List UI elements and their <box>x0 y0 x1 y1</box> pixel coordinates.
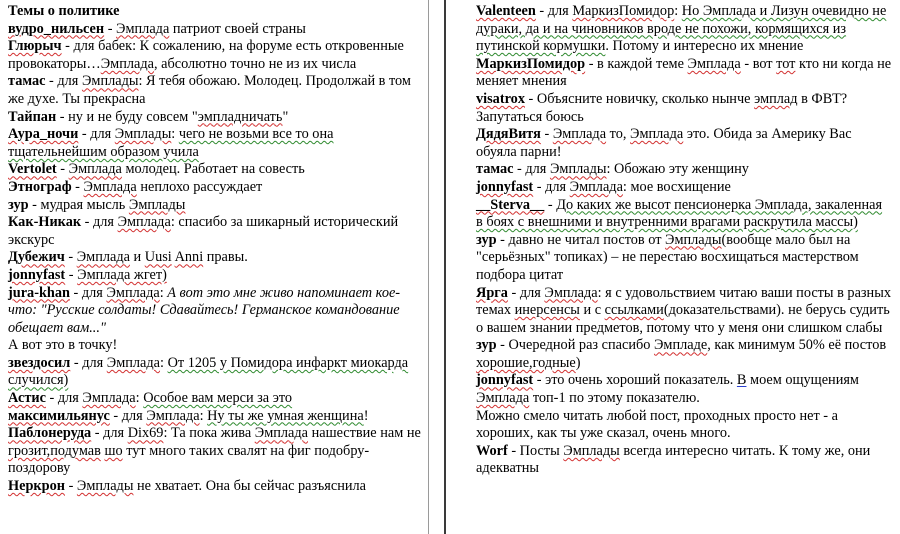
text-fragment: шо <box>104 442 123 459</box>
text-fragment: моем ощущениям <box>746 372 859 389</box>
author-name: Ярга <box>476 284 508 301</box>
text-fragment: правы. <box>203 249 248 266</box>
text-fragment: инерсенсы <box>514 302 580 319</box>
text-fragment: : <box>135 390 144 407</box>
text-fragment: Эмплада <box>569 178 623 195</box>
comment-entry <box>8 337 422 355</box>
text-fragment: Эмплада <box>630 126 684 143</box>
comment-entry <box>8 214 422 249</box>
text-fragment: - вот <box>740 55 777 72</box>
author-name: вудро_нильсен <box>8 20 105 37</box>
comment-entry <box>476 197 892 232</box>
text-fragment: : Та пока жива <box>163 425 255 442</box>
author-name: Worf <box>476 442 508 459</box>
column-divider <box>428 0 446 534</box>
comment-entry <box>476 161 892 179</box>
text-fragment: : <box>674 3 682 19</box>
author-name: __Sterva__ <box>476 196 545 213</box>
author-name: зур <box>476 231 497 248</box>
text-fragment: - для <box>45 73 82 90</box>
text-fragment: : <box>160 354 168 371</box>
author-name: Паблонеруда <box>8 425 92 442</box>
text-fragment: : <box>159 284 168 301</box>
text-fragment: : <box>199 407 208 424</box>
text-fragment: Dix69 <box>127 425 164 442</box>
text-fragment: Эмплада <box>100 55 154 72</box>
text-fragment: , абсолютно точно не из их числа <box>153 55 357 72</box>
text-fragment: - <box>71 178 84 195</box>
text-fragment: - для <box>78 126 115 143</box>
text-fragment: Эмпладе <box>653 337 708 354</box>
author-name: МаркизПомидор <box>476 55 586 72</box>
text-fragment: - для <box>533 178 570 195</box>
text-fragment: Эмплады <box>549 161 607 178</box>
text-fragment: Но Эмплада и Лизун очевидно не дураки, да и на чиновников вроде не похожи, кормящихся из путинской кормушки <box>476 3 887 55</box>
text-fragment: . Потому и интересно их мнение <box>605 38 804 55</box>
text-fragment: тут много таких свалят на фиг подобру-поздорову <box>8 442 370 477</box>
text-fragment: Эмплада <box>687 55 741 72</box>
text-fragment: Эмплада <box>68 161 122 178</box>
author-name: Этнограф <box>8 178 72 195</box>
text-fragment: Эмплада <box>116 20 170 37</box>
text-fragment: нашествие нам не <box>308 425 421 442</box>
text-fragment: Эмплада <box>552 126 607 143</box>
text-fragment: : спасибо за шикарный исторический экскурс <box>8 214 399 248</box>
comment-entry <box>476 179 892 197</box>
text-fragment: Можно смело читать любой пост, проходных просто нет - а хороших, как ты уже сказал, очень много. <box>476 407 838 442</box>
author-name: jonnyfast <box>8 266 66 283</box>
comment-entry <box>8 109 422 127</box>
text-fragment: : Я тебя обожаю. Молодец. Продолжай в том же духе. Ты прекрасна <box>8 73 411 107</box>
comment-entry <box>8 390 422 408</box>
text-fragment: - это очень хороший показатель. <box>533 372 737 389</box>
author-name: jonnyfast <box>476 178 534 195</box>
text-fragment: - Объясните новичку, сколько нынче <box>524 90 755 107</box>
comment-entry <box>8 249 422 267</box>
text-fragment: не хватает. Она бы сейчас разъяснила <box>133 478 367 495</box>
text-fragment: Эмплада <box>83 178 137 195</box>
text-fragment: - Посты <box>507 442 564 459</box>
comment-entry <box>8 408 422 426</box>
text-fragment: Эмплада <box>254 425 308 442</box>
text-fragment: молодец. Работает на совесть <box>121 161 305 178</box>
text-fragment: Ну ты же умная женщина <box>207 407 364 424</box>
text-fragment: ) <box>575 354 581 371</box>
text-fragment: - давно не читал постов от <box>496 231 666 248</box>
text-fragment: - <box>104 20 117 37</box>
author-name: Тайпан <box>8 108 57 125</box>
comment-entry <box>8 478 422 496</box>
text-fragment: Эмплада <box>146 407 200 424</box>
author-name: jura-khan <box>8 284 70 301</box>
text-fragment: МаркизПомидор <box>572 3 675 19</box>
author-name: Аура_ночи <box>8 126 79 143</box>
text-fragment: Эмплады <box>563 442 620 459</box>
text-fragment: - Очередной раз спасибо <box>496 337 654 354</box>
text-fragment: Uusi <box>144 249 172 266</box>
comment-entry <box>8 73 422 108</box>
text-fragment: кто ни когда не меняет мнения <box>476 55 892 90</box>
comment-entry <box>476 56 892 91</box>
text-fragment: - для <box>81 214 118 231</box>
text-fragment: тот <box>776 55 796 72</box>
author-name: ДядяВитя <box>476 126 541 143</box>
text-fragment: хорошие,годные <box>476 354 576 371</box>
text-fragment: В <box>736 372 747 389</box>
text-fragment: - для <box>513 161 550 178</box>
heading-text: Темы о политике <box>8 3 120 19</box>
author-name: зур <box>476 337 497 354</box>
section-heading <box>8 3 422 21</box>
text-fragment: - <box>540 126 553 143</box>
author-name: Неркрон <box>8 478 65 495</box>
text-fragment: Эмплада <box>106 284 160 301</box>
author-name: зур <box>8 196 29 213</box>
author-name: тамас <box>8 73 46 90</box>
text-fragment: Эмплады <box>128 196 186 213</box>
text-fragment: - <box>56 161 69 178</box>
comment-entry <box>8 355 422 390</box>
comment-entry <box>476 3 892 56</box>
comment-entry <box>8 38 422 73</box>
text-fragment: , как минимум 50% её постов <box>707 337 887 354</box>
author-name: Vertolet <box>8 161 57 178</box>
comment-entry <box>8 179 422 197</box>
text-fragment: - для <box>69 284 107 301</box>
text-fragment: Эмплады <box>114 126 172 143</box>
text-fragment: : Обожаю эту женщину <box>606 161 749 178</box>
text-fragment: - <box>544 196 557 213</box>
author-name: максимильянус <box>8 407 110 424</box>
text-fragment: Эмплада <box>544 284 598 301</box>
author-name: Как-Никак <box>8 214 82 231</box>
text-fragment: - для <box>45 390 83 407</box>
author-name: jonnyfast <box>476 372 534 389</box>
text-fragment: " <box>282 108 289 125</box>
text-fragment: Эмплады <box>76 478 134 495</box>
text-fragment: (вообще мало был на "серьёзных" топиках) – не перестаю восхищаться мастерством подбора цитат <box>476 231 859 283</box>
text-fragment: и с <box>579 302 605 319</box>
text-fragment: - для <box>535 3 573 19</box>
text-fragment: Эмплада жгет) <box>77 266 167 283</box>
text-fragment: - для бабек: К сожалению, на форуме есть откровенные провокаторы… <box>8 38 404 72</box>
text-fragment: - <box>65 266 78 283</box>
comment-entry <box>8 21 422 39</box>
text-fragment: Эмплада <box>117 214 171 231</box>
text-fragment: ! <box>363 407 369 424</box>
comment-entry <box>476 232 892 285</box>
text-fragment: - в каждой теме <box>585 55 688 72</box>
text-fragment: - для <box>109 407 147 424</box>
comment-entry <box>476 285 892 338</box>
author-name: Дубежич <box>8 249 65 266</box>
author-name: Астис <box>8 390 46 407</box>
comment-entry <box>476 337 892 372</box>
text-fragment: До каких же высот пенсионерка Эмплада, закаленная в боях с внешними и внутренними врагами раскрутила массы) <box>476 196 883 231</box>
text-fragment: Эмплады <box>81 73 139 90</box>
text-fragment: неплохо рассуждает <box>136 178 263 195</box>
text-fragment: - для <box>70 354 107 371</box>
comment-entry <box>476 372 892 407</box>
text-fragment: : мое восхищение <box>622 178 731 195</box>
text-fragment: - <box>65 478 77 495</box>
author-name: тамас <box>476 161 514 178</box>
comment-entry <box>8 161 422 179</box>
text-fragment: Эмплада <box>476 390 530 407</box>
text-fragment: Эмплада <box>106 354 161 371</box>
text-fragment: Эмплады <box>665 231 722 248</box>
author-name: звездосил <box>8 354 71 371</box>
left-column <box>0 0 428 534</box>
text-fragment: От 1205 у Помидора инфаркт миокарда случился) <box>8 354 409 389</box>
comment-entry <box>476 91 892 126</box>
author-name: Valenteen <box>476 3 536 19</box>
text-fragment: : <box>171 126 179 143</box>
text-fragment: Особое вам мерси за это <box>143 390 293 407</box>
comment-entry <box>476 443 892 478</box>
text-fragment: всегда интересно читать. К тому же, они адекватны <box>476 442 871 477</box>
text-fragment: Anni <box>174 249 204 266</box>
text-fragment: эмплад <box>754 90 798 107</box>
text-fragment: - для <box>507 284 545 301</box>
text-fragment: эмпладничать <box>197 108 283 125</box>
text-fragment: - ну и не буду совсем " <box>56 108 198 125</box>
text-fragment: (доказательствами). не берусь судить о вашем знании предметов, потому что у меня они слишком слабы <box>476 302 890 336</box>
text-fragment: А вот это в точку! <box>8 337 118 354</box>
comment-entry <box>476 408 892 443</box>
comment-entry <box>8 285 422 338</box>
comment-entry <box>8 197 422 215</box>
text-fragment: : я с удовольствием читаю ваши посты в разных темах <box>476 284 891 319</box>
comment-entry <box>8 126 422 161</box>
text-fragment: Эмплада <box>82 390 136 407</box>
text-fragment: патриот своей страны <box>169 20 306 37</box>
text-fragment: - мудрая мысль <box>28 196 129 213</box>
text-fragment: - <box>64 249 77 266</box>
text-fragment: топ-1 по этому показателю. <box>529 390 700 407</box>
text-fragment: то, <box>606 126 630 143</box>
comment-entry <box>476 126 892 161</box>
comment-entry <box>8 267 422 285</box>
text-fragment: это. Обида за Америку Вас обуяла парни! <box>476 126 852 160</box>
right-column <box>446 0 900 534</box>
text-fragment: Эмплада <box>76 249 130 266</box>
text-fragment: чего не возьми все то она тщательнейшим образом учила <box>8 126 334 160</box>
text-fragment: и <box>129 249 145 266</box>
comment-entry <box>8 425 422 478</box>
text-fragment: в ФВТ? Запутаться боюсь <box>476 90 848 125</box>
text-fragment: ссылками <box>604 302 664 319</box>
quoted-text: А вот это мне живо напоминает кое-что: "Русские солдаты! Сдавайтесь! Германское командование обещает вам..." <box>8 284 401 336</box>
text-fragment: - для <box>91 425 128 442</box>
author-name: Глюрыч <box>8 38 62 55</box>
text-fragment: грозит,подумав <box>8 442 101 459</box>
author-name: visatrox <box>476 90 525 107</box>
